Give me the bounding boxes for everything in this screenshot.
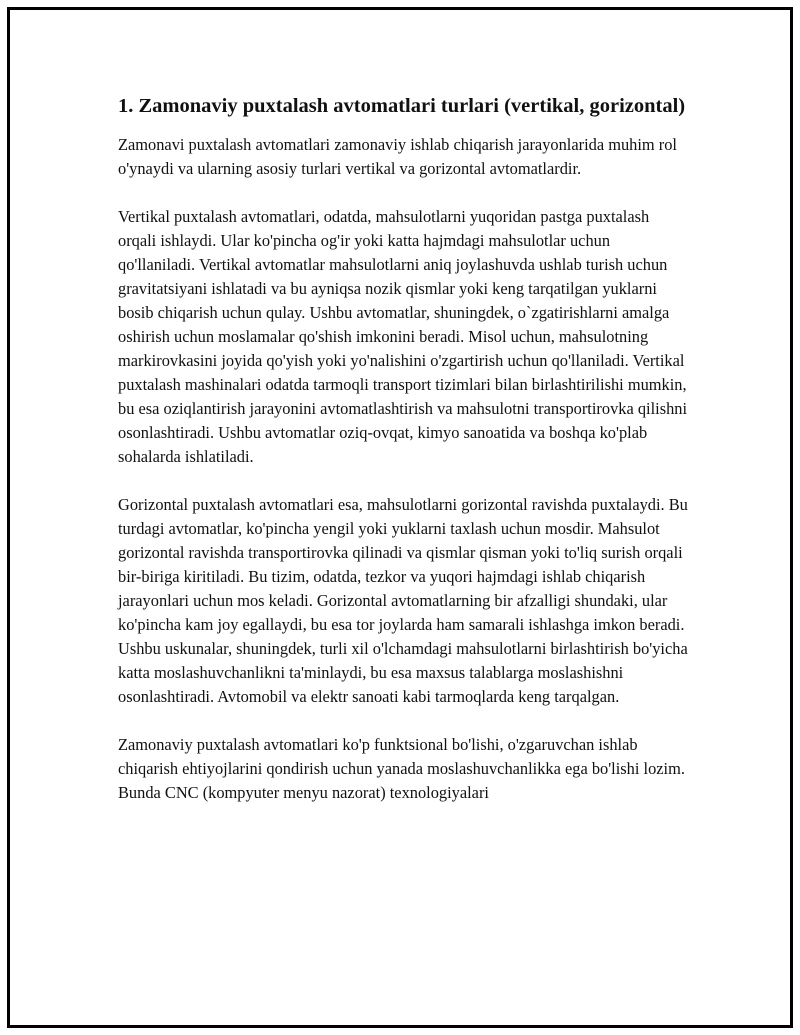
paragraph-intro: Zamonavi puxtalash avtomatlari zamonaviy ishlab chiqarish jarayonlarida muhim rol o'ynaydi va ularning asosiy turlari vertikal va gorizontal avtomatlardir. [118, 135, 677, 178]
paragraph-modern: Zamonaviy puxtalash avtomatlari ko'p funktsional bo'lishi, o'zgaruvchan ishlab chiqarish ehtiyojlarini qondirish uchun yanada moslashuvchanlikka ega bo'lishi lozim. Bunda CNC (kompyuter menyu nazorat) texnologiyalari [118, 735, 685, 802]
paragraph-vertical: Vertikal puxtalash avtomatlari, odatda, mahsulotlarni yuqoridan pastga puxtalash orqali ishlaydi. Ular ko'pincha og'ir yoki katta hajmdagi mahsulotlar uchun qo'llaniladi. Vertikal avtomatlar mahsulotlarni aniq joylashuvda ushlab turish uchun gravitatsiyani ishlatadi va bu ayniqsa nozik qismlar yoki keng tarqatilgan yuklarni bosib chiqarish uchun qulay. Ushbu avtomatlar, shuningdek, o`zgatirishlarni amalga oshirish uchun moslamalar qo'shish imkonini beradi. Misol uchun, mahsulotning markirovkasini joyida qo'yish yoki yo'nalishini o'zgartirish uchun qo'llaniladi. Vertikal puxtalash mashinalari odatda tarmoqli transport tizimlari bilan birlashtirilishi mumkin, bu esa oziqlantirish jarayonini avtomatlashtirish va mahsulotni transportirovka qilishni osonlashtiradi. Ushbu avtomatlar oziq-ovqat, kimyo sanoatida va boshqa ko'plab sohalarda ishlatiladi. [118, 207, 688, 466]
section-heading: 1. Zamonaviy puxtalash avtomatlari turlari (vertikal, gorizontal) [118, 95, 686, 117]
document-body [118, 92, 688, 829]
paragraph-horizontal: Gorizontal puxtalash avtomatlari esa, mahsulotlarni gorizontal ravishda puxtalaydi. Bu turdagi avtomatlar, ko'pincha yengil yoki yuklarni taxlash uchun mosdir. Mahsulot gorizontal ravishda transportirovka qilinadi va qismlar qisman yoki to'liq surish orqali bir-biriga kiritiladi. Bu tizim, odatda, tezkor va yuqori hajmdagi ishlab chiqarish jarayonlari uchun mos keladi. Gorizontal avtomatlarning bir afzalligi shundaki, ular ko'pincha kam joy egallaydi, bu esa tor joylarda ham samarali ishlashga imkon beradi. Ushbu uskunalar, shuningdek, turli xil o'lchamdagi mahsulotlarni birlashtirish bo'yicha katta moslashuvchanlikni ta'minlaydi, bu esa maxsus talablarga moslashishni osonlashtiradi. Avtomobil va elektr sanoati kabi tarmoqlarda keng tarqalgan. [118, 495, 688, 706]
